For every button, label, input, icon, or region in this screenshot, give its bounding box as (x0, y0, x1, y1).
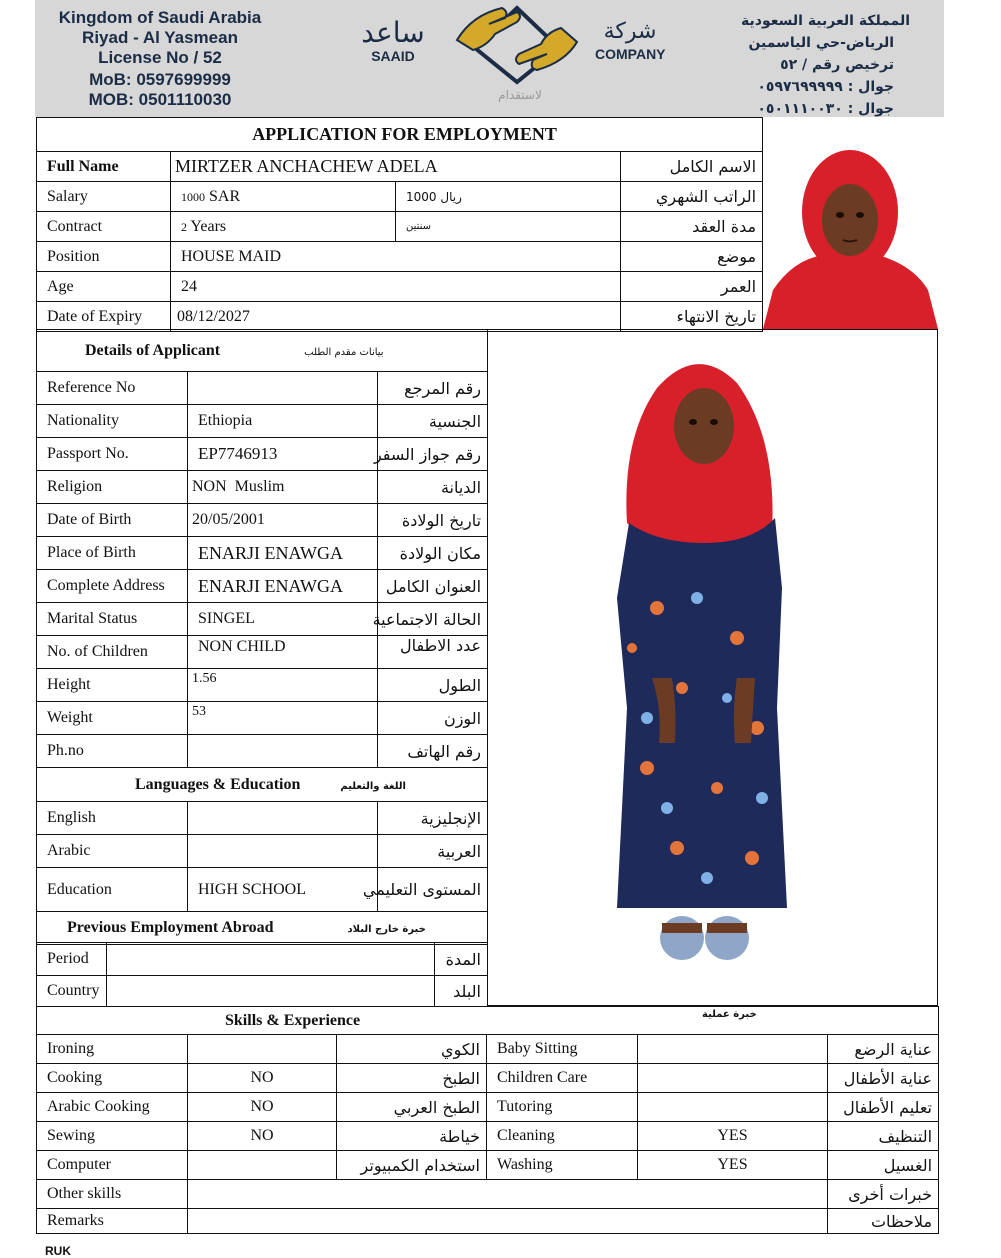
skills-row (37, 1035, 939, 1064)
header-line: Kingdom of Saudi Arabia (58, 8, 262, 27)
age-ar: العمر (621, 272, 763, 302)
skill-label: Baby Sitting (487, 1035, 638, 1064)
header-phone: MoB: 0597699999 (89, 70, 231, 89)
row-ar: الوزن (378, 702, 488, 735)
skill-label: Ironing (37, 1035, 188, 1064)
skill-ar: عناية الرضع (828, 1035, 939, 1064)
header-line-ar: ترخيص رقم / ٥٢ (780, 57, 894, 73)
row-label: Reference No (37, 372, 188, 405)
row-ar: البلد (435, 976, 488, 1007)
other-skills-row (37, 1180, 939, 1209)
skill-ar: عناية الأطفال (828, 1064, 939, 1093)
row-label: English (37, 802, 188, 835)
row-value (188, 735, 378, 768)
remarks-value (188, 1209, 828, 1234)
other-skills-ar: خبرات أخرى (828, 1180, 939, 1209)
remarks-ar: ملاحظات (828, 1209, 939, 1234)
salary-ar-value: ريال 1000 (396, 182, 621, 212)
row-value: NON Muslim (188, 471, 378, 504)
skill-ar: استخدام الكمبيوتر (337, 1151, 487, 1180)
row-label: Weight (37, 702, 188, 735)
contract-label: Contract (37, 212, 171, 242)
position-value: HOUSE MAID (171, 242, 621, 272)
row-label: No. of Children (37, 636, 188, 669)
salary-label: Salary (37, 182, 171, 212)
row-value: 1.56 (188, 669, 378, 702)
skill-value (188, 1035, 337, 1064)
skill-ar: الغسيل (828, 1151, 939, 1180)
full-name-ar: الاسم الكامل (621, 152, 763, 182)
skill-value: NO (188, 1064, 337, 1093)
details-table (36, 329, 488, 945)
skill-value: YES (638, 1122, 828, 1151)
logo-left-text (353, 18, 433, 64)
skills-row (37, 1151, 939, 1180)
top-info-table (36, 117, 763, 332)
row-value: SINGEL (188, 603, 378, 636)
age-label: Age (37, 272, 171, 302)
header-phone: MOB: 0501110030 (88, 90, 232, 109)
row-ar: رقم الهاتف (378, 735, 488, 768)
row-label: Complete Address (37, 570, 188, 603)
row-ar: الجنسية (378, 405, 488, 438)
skill-value: NO (188, 1093, 337, 1122)
details-heading-cell (37, 330, 488, 372)
skills-table (36, 1006, 939, 1234)
details-row (37, 735, 488, 768)
row-ar: الطول (378, 669, 488, 702)
row-ar: تاريخ الولادة (378, 504, 488, 537)
header-line: License No / 52 (98, 48, 222, 67)
skill-value: NO (188, 1122, 337, 1151)
languages-heading-row (37, 768, 488, 802)
letterhead-arabic (685, 10, 910, 120)
remarks-row (37, 1209, 939, 1234)
skill-label: Arabic Cooking (37, 1093, 188, 1122)
skills-heading-row (37, 1007, 939, 1035)
education-row (37, 868, 488, 912)
previous-heading-cell (37, 912, 488, 945)
row-ar: العنوان الكامل (378, 570, 488, 603)
skill-value (638, 1064, 828, 1093)
details-row (37, 504, 488, 537)
position-row (37, 242, 763, 272)
languages-heading-cell (37, 768, 488, 802)
skill-label: Children Care (487, 1064, 638, 1093)
skill-ar: التنظيف (828, 1122, 939, 1151)
row-value (188, 802, 378, 835)
row-label: Nationality (37, 405, 188, 438)
row-label: Passport No. (37, 438, 188, 471)
row-label: Country (37, 976, 107, 1007)
previous-heading-ar: خبرة خارج البلاد (347, 924, 426, 935)
row-label: Height (37, 669, 188, 702)
header-phone-ar: جوال : ٠٥٩٧٦٩٩٩٩٩ (757, 79, 894, 95)
other-skills-label: Other skills (37, 1180, 188, 1209)
salary-cell (171, 182, 396, 212)
row-ar: المستوى التعليمي (378, 868, 488, 912)
full-name-value: MIRTZER ANCHACHEW ADELA (171, 152, 621, 182)
header-phone-ar: جوال : ٠٥٠١١١٠٠٣٠ (757, 101, 894, 117)
skill-label: Sewing (37, 1122, 188, 1151)
expiry-row (37, 302, 763, 332)
salary-ar: الراتب الشهري (621, 182, 763, 212)
details-row (37, 471, 488, 504)
row-label: Arabic (37, 835, 188, 868)
skills-heading-cell (37, 1007, 939, 1035)
row-ar: رقم المرجع (378, 372, 488, 405)
remarks-label: Remarks (37, 1209, 188, 1234)
row-value (188, 372, 378, 405)
contract-cell (171, 212, 396, 242)
details-row (37, 603, 488, 636)
contract-unit: Years (190, 217, 227, 235)
row-ar: عدد الاطفال (378, 636, 488, 669)
logo-en-right: COMPANY (595, 46, 666, 62)
footer-code: RUK (45, 1244, 71, 1258)
skill-label: Cooking (37, 1064, 188, 1093)
skill-ar: الطبخ (337, 1064, 487, 1093)
age-value: 24 (171, 272, 621, 302)
row-value: ENARJI ENAWGA (188, 537, 378, 570)
expiry-ar: تاريخ الانتهاء (621, 302, 763, 332)
letterhead-banner (35, 0, 944, 117)
logo-ar-left: ساعد (361, 16, 425, 49)
skill-value (188, 1151, 337, 1180)
header-line-ar: المملكة العربية السعودية (741, 13, 910, 29)
row-label: Education (37, 868, 188, 912)
row-label: Marital Status (37, 603, 188, 636)
skills-row (37, 1064, 939, 1093)
row-label: Place of Birth (37, 537, 188, 570)
logo-ar-right: شركة (603, 19, 657, 44)
language-row (37, 835, 488, 868)
row-value: 20/05/2001 (188, 504, 378, 537)
salary-number: 1000 (181, 189, 205, 204)
skill-ar: الطبخ العربي (337, 1093, 487, 1122)
row-value: Ethiopia (188, 405, 378, 438)
salary-currency: SAR (209, 187, 241, 205)
skill-label: Tutoring (487, 1093, 638, 1122)
contract-ar-value: سنتين (396, 212, 621, 242)
row-value (188, 835, 378, 868)
portrait-illustration (763, 140, 938, 329)
row-ar: رقم جواز السفر (378, 438, 488, 471)
skill-ar: تعليم الأطفال (828, 1093, 939, 1122)
row-ar: العربية (378, 835, 488, 868)
details-row (37, 405, 488, 438)
previous-row (37, 976, 488, 1007)
row-value: NON CHILD (188, 636, 378, 669)
skill-value (638, 1093, 828, 1122)
row-label: Date of Birth (37, 504, 188, 537)
details-row (37, 570, 488, 603)
letterhead-english (35, 8, 285, 110)
skills-row (37, 1122, 939, 1151)
skill-ar: خياطة (337, 1122, 487, 1151)
skill-ar: الكوي (337, 1035, 487, 1064)
logo-right-text (595, 18, 665, 62)
position-ar: موضع (621, 242, 763, 272)
skills-row (37, 1093, 939, 1122)
details-row (37, 636, 488, 669)
details-heading-ar: بيانات مقدم الطلب (304, 346, 384, 358)
row-label: Religion (37, 471, 188, 504)
portrait-photo (763, 140, 938, 329)
row-value: EP7746913 (188, 438, 378, 471)
skill-value (638, 1035, 828, 1064)
header-line: Riyad - Al Yasmean (82, 28, 238, 47)
row-value: HIGH SCHOOL (188, 868, 378, 912)
previous-heading: Previous Employment Abroad (67, 919, 274, 936)
skill-label: Cleaning (487, 1122, 638, 1151)
contract-row (37, 212, 763, 242)
full-body-photo (487, 329, 938, 1006)
details-row (37, 702, 488, 735)
age-row (37, 272, 763, 302)
previous-employment-table (36, 942, 488, 1007)
row-ar: المدة (435, 943, 488, 976)
language-row (37, 802, 488, 835)
details-heading: Details of Applicant (85, 341, 221, 359)
row-ar: الإنجليزية (378, 802, 488, 835)
details-heading-row (37, 330, 488, 372)
languages-heading: Languages & Education (135, 775, 301, 793)
full-name-row (37, 152, 763, 182)
full-name-label: Full Name (37, 152, 171, 182)
row-ar: الديانة (378, 471, 488, 504)
row-label: Ph.no (37, 735, 188, 768)
full-body-illustration (587, 348, 827, 973)
languages-heading-ar: اللغة والتعليم (340, 780, 406, 792)
hands-logo-icon (447, 0, 587, 90)
header-line-ar: الرياض-حي الياسمين (748, 35, 894, 51)
previous-row (37, 943, 488, 976)
contract-ar: مدة العقد (621, 212, 763, 242)
row-value: ENARJI ENAWGA (188, 570, 378, 603)
details-row (37, 438, 488, 471)
skill-value: YES (638, 1151, 828, 1180)
row-value (107, 943, 435, 976)
other-skills-value (188, 1180, 828, 1209)
row-ar: الحالة الاجتماعية (378, 603, 488, 636)
contract-number: 2 (181, 219, 187, 234)
row-label: Period (37, 943, 107, 976)
expiry-value: 08/12/2027 (171, 302, 621, 332)
details-row (37, 372, 488, 405)
row-ar: مكان الولادة (378, 537, 488, 570)
form-title: APPLICATION FOR EMPLOYMENT (37, 118, 763, 152)
salary-row (37, 182, 763, 212)
skill-label: Washing (487, 1151, 638, 1180)
previous-heading-row (37, 912, 488, 945)
position-label: Position (37, 242, 171, 272)
expiry-label: Date of Expiry (37, 302, 171, 332)
skills-heading-ar: خبرة عملية (702, 1009, 757, 1020)
row-value: 53 (188, 702, 378, 735)
logo-subtitle: لاستقدام (498, 88, 542, 102)
row-value (107, 976, 435, 1007)
details-row (37, 669, 488, 702)
logo-en-left: SAAID (371, 48, 415, 64)
details-row (37, 537, 488, 570)
skills-heading: Skills & Experience (225, 1011, 361, 1029)
skill-label: Computer (37, 1151, 188, 1180)
